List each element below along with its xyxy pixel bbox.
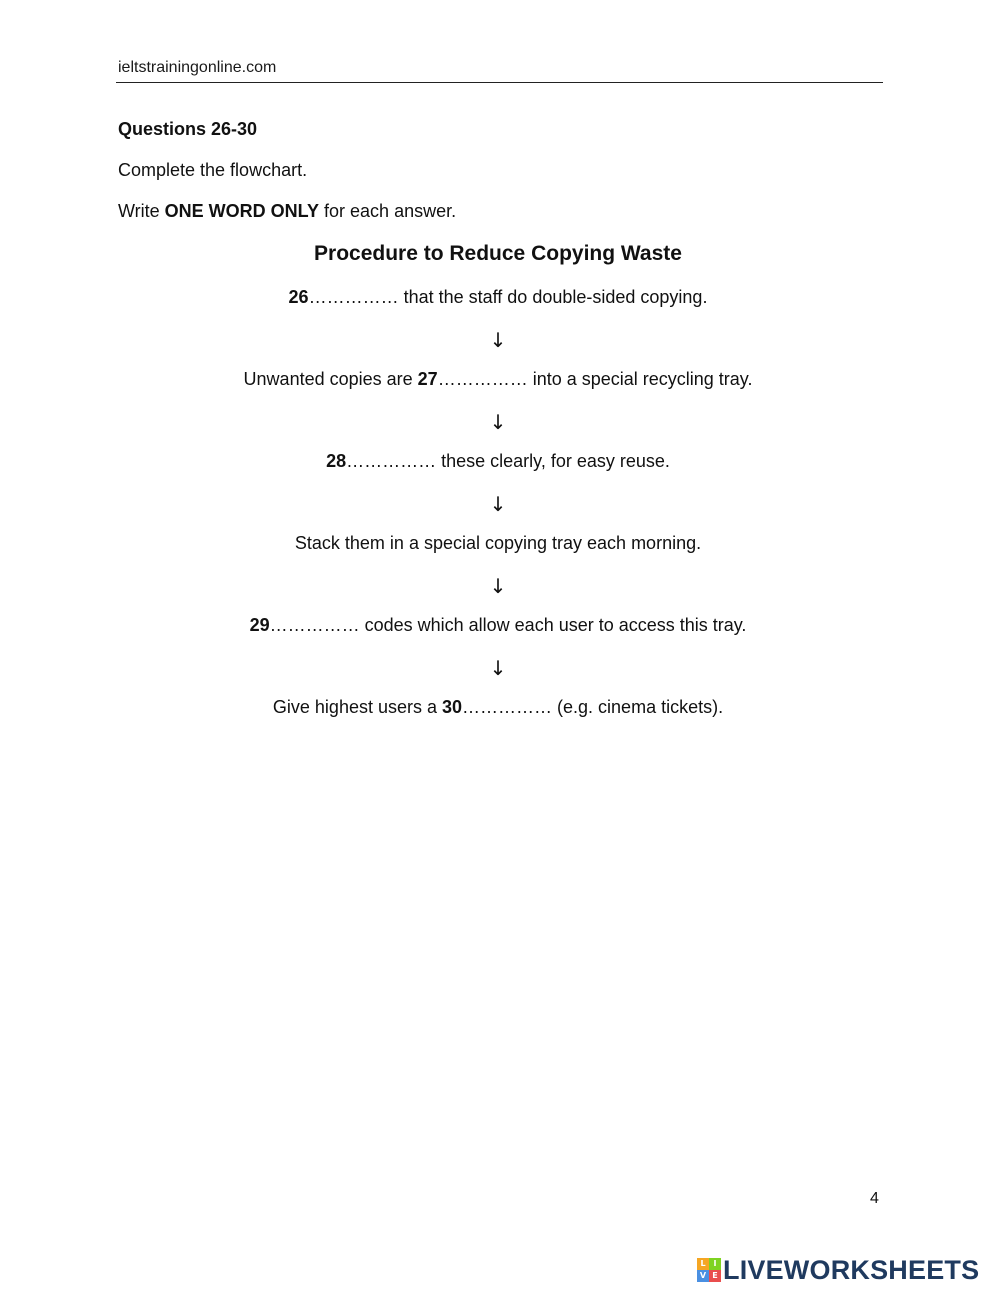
- step-post: …………… that the staff do double-sided copying.: [308, 287, 708, 307]
- liveworksheets-brand-text: LIVEWORKSHEETS: [723, 1254, 980, 1285]
- logo-letter: L: [697, 1258, 709, 1270]
- instruction-word-limit-bold: ONE WORD ONLY: [164, 201, 320, 221]
- flowchart-step-30: [0, 697, 996, 718]
- question-number-28: 28: [326, 451, 347, 471]
- page-number: 4: [870, 1190, 879, 1207]
- instruction-word-limit-pre: Write: [118, 201, 165, 221]
- instruction-complete: Complete the flowchart.: [118, 160, 308, 180]
- instruction-word-limit: [118, 201, 456, 222]
- down-arrow-icon: ↓: [489, 574, 507, 598]
- step-pre: Give highest users a: [272, 697, 442, 717]
- flowchart-step-28: [0, 451, 996, 472]
- down-arrow-icon: ↓: [489, 328, 507, 352]
- flowchart-step-27: [0, 369, 996, 390]
- logo-letter: I: [709, 1258, 721, 1270]
- logo-letter: V: [697, 1270, 709, 1282]
- step-pre: Stack them in a special copying tray each morning.: [294, 533, 702, 553]
- question-number-26: 26: [288, 287, 309, 307]
- down-arrow-icon: ↓: [489, 492, 507, 516]
- step-post: …………… these clearly, for easy reuse.: [346, 451, 670, 471]
- flowchart-step-stack: [0, 533, 996, 554]
- header-divider: [116, 82, 883, 83]
- question-number-30: 30: [442, 697, 463, 717]
- flowchart-step-29: [0, 615, 996, 636]
- questions-title: Questions 26-30: [118, 119, 258, 139]
- step-post: …………… codes which allow each user to access this tray.: [269, 615, 747, 635]
- logo-letter: E: [709, 1270, 721, 1282]
- flowchart-title: Procedure to Reduce Copying Waste: [314, 242, 682, 265]
- down-arrow-icon: ↓: [489, 656, 507, 680]
- step-post: …………… (e.g. cinema tickets).: [462, 697, 724, 717]
- flowchart-step-26: [0, 287, 996, 308]
- liveworksheets-brand[interactable]: [697, 1255, 979, 1285]
- liveworksheets-logo-icon: [697, 1258, 721, 1282]
- question-number-27: 27: [417, 369, 438, 389]
- question-number-29: 29: [249, 615, 270, 635]
- down-arrow-icon: ↓: [489, 410, 507, 434]
- step-pre: Unwanted copies are: [243, 369, 418, 389]
- step-post: …………… into a special recycling tray.: [437, 369, 753, 389]
- instruction-word-limit-post: for each answer.: [319, 201, 457, 221]
- header-site-name: ieltstrainingonline.com: [118, 59, 277, 76]
